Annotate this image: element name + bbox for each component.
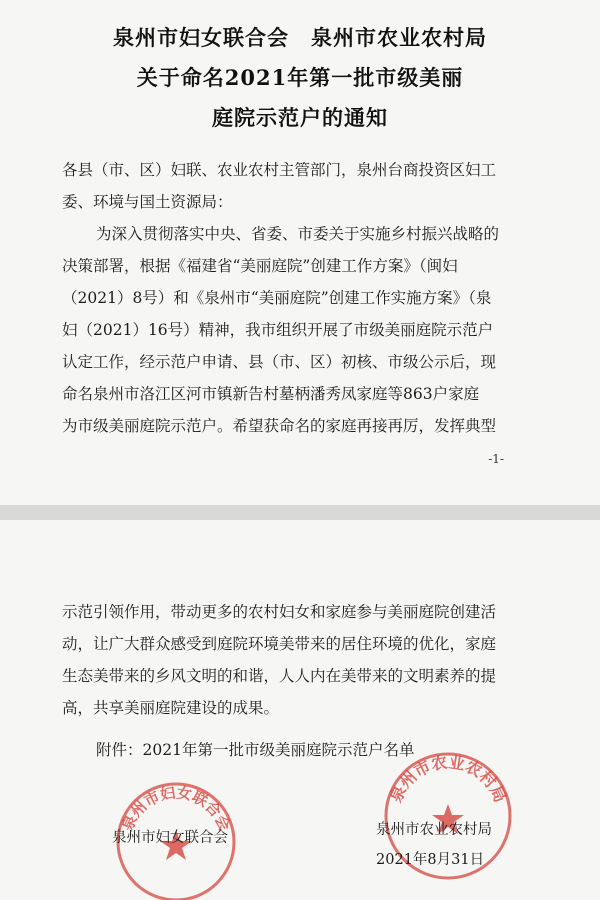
left-seal-text: 泉州市妇女联合会 — [118, 783, 234, 834]
title-line-2: 关于命名2021年第一批市级美丽 — [136, 65, 464, 90]
body-line: 为深入贯彻落实中央、省委、市委关于实施乡村振兴战略的 — [96, 225, 500, 243]
body-line: （2021）8号）和《泉州市“美丽庭院”创建工作实施方案》（泉 — [62, 289, 492, 307]
body-line: 各县（市、区）妇联、农业农村主管部门，泉州台商投资区妇工 — [62, 161, 497, 179]
body-line: 生态美带来的乡风文明的和谐，人人内在美带来的文明素养的提 — [62, 667, 497, 685]
body-line: 命名泉州市洛江区河市镇新告村墓柄潘秀凤家庭等863户家庭 — [62, 385, 480, 403]
body-line: 动，让广大群众感受到庭院环境美带来的居住环境的优化，家庭 — [62, 635, 497, 653]
signer-left: 泉州市妇女联合会 — [112, 830, 228, 846]
body-line: 示范引领作用，带动更多的农村妇女和家庭参与美丽庭院创建活 — [62, 603, 497, 621]
body-line: 妇（2021）16号）精神，我市组织开展了市级美丽庭院示范户 — [62, 321, 494, 339]
body-line: 委、环境与国土资源局： — [62, 193, 233, 211]
svg-text:泉州市农业农村局 — [386, 753, 510, 806]
attachment-line: 附件：2021年第一批市级美丽庭院示范户名单 — [96, 741, 415, 759]
body-line: 决策部署，根据《福建省“美丽庭院”创建工作方案》（闽妇 — [62, 257, 458, 275]
body-line: 为市级美丽庭院示范户。希望获命名的家庭再接再厉，发挥典型 — [62, 417, 497, 435]
signer-right: 泉州市农业农村局 — [376, 822, 492, 838]
body-line: 高，共享美丽庭院建设的成果。 — [62, 699, 280, 717]
body-line: 认定工作，经示范户申请、县（市、区）初核、市级公示后，现 — [62, 353, 497, 371]
page-number: -1- — [488, 452, 504, 466]
right-seal-text: 泉州市农业农村局 — [385, 752, 511, 806]
title-line-1: 泉州市妇女联合会 泉州市农业农村局 — [113, 25, 487, 50]
document-date: 2021年8月31日 — [376, 852, 485, 868]
document-page-2 — [0, 520, 600, 900]
title-line-3: 庭院示范户的通知 — [212, 105, 388, 130]
